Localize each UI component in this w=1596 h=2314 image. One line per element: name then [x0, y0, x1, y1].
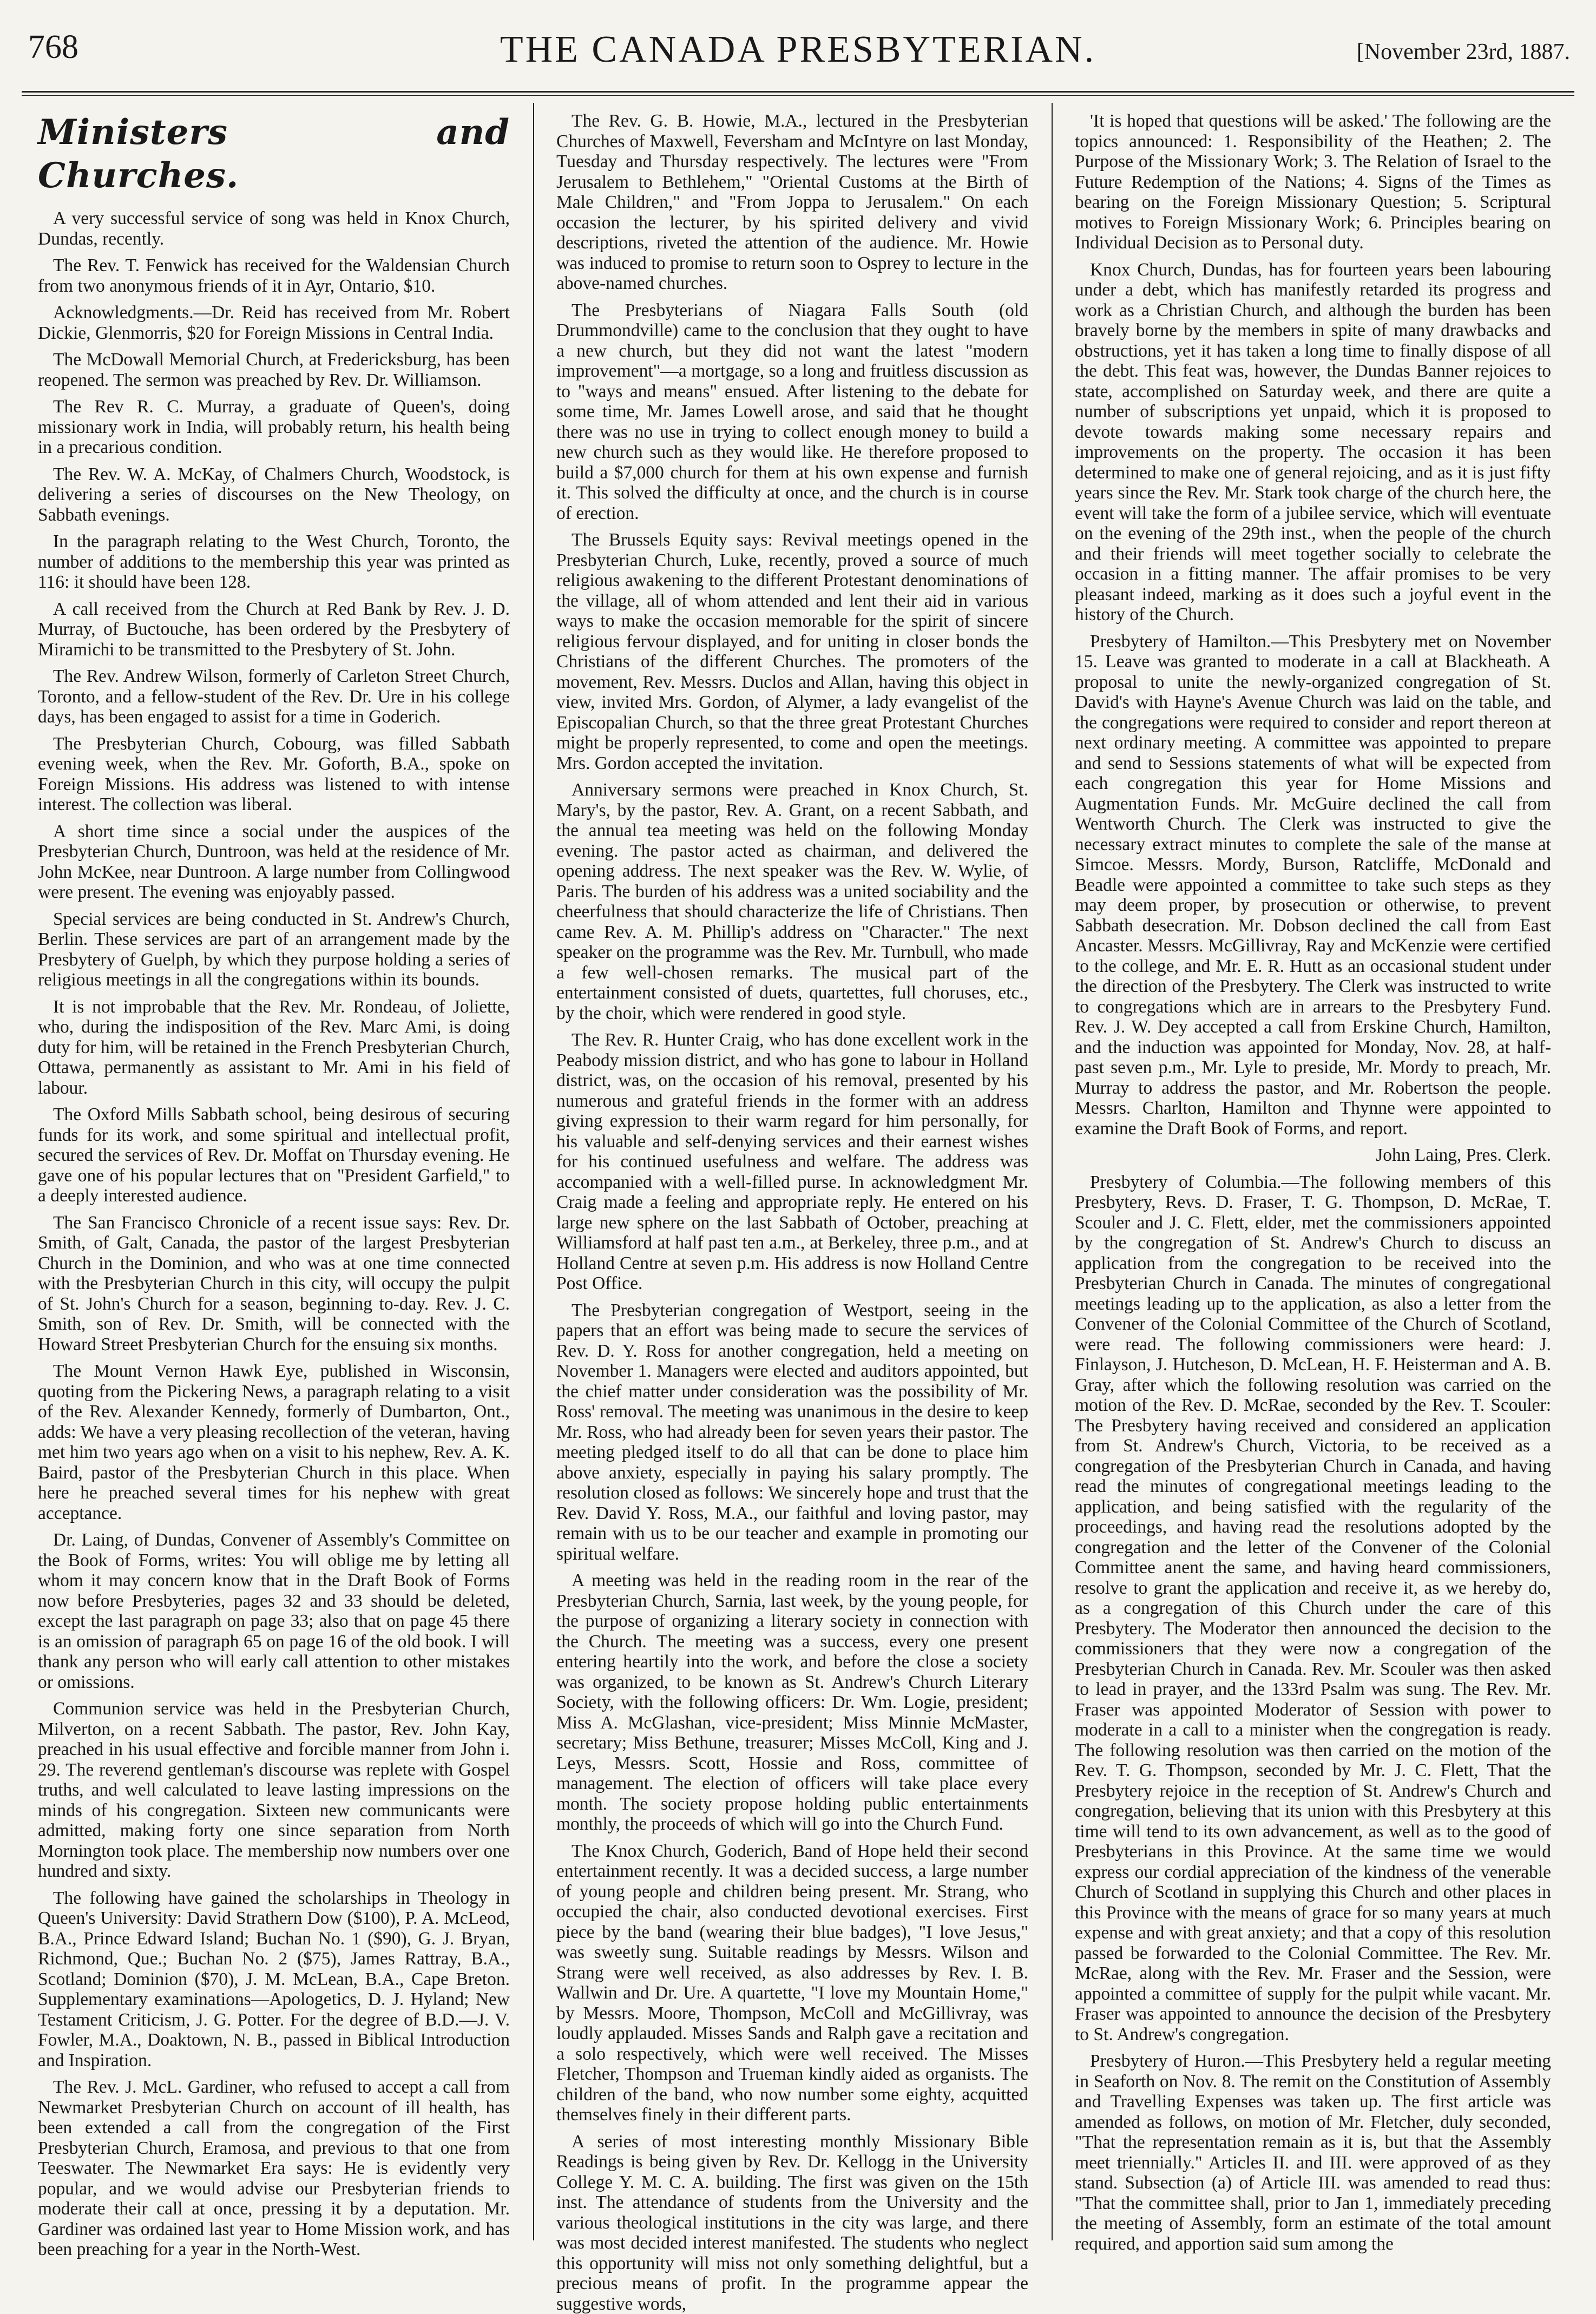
news-paragraph: A meeting was held in the reading room in the rear of the Presbyterian Church, Sarnia, last week, by the young people, for the purpose of organizing a literary society in connection with the Church. The meeting was a success, every one present entering heartily into the work, and before the close a society was organized, to be known as St. Andrew's Church Literary Society, with the following officers: Dr. Wm. Logie, president; Miss A. McGlashan, vice-president; Miss Minnie McMaster, secretary; Miss Bethune, treasurer; Misses McColl, King and J. Leys, Messrs. Scott, Hossie and Ross, committee of management. The election of officers will take place every month. The society propose holding public entertainments monthly, the proceeds of which will go into the Church Fund.	[556, 1570, 1028, 1835]
column-1-body	[38, 208, 510, 2260]
column-1	[38, 111, 510, 2243]
news-paragraph: A call received from the Church at Red Bank by Rev. J. D. Murray, of Buctouche, has been ordered by the Presbytery of Miramichi to be transmitted to the Presbytery of St. John.	[38, 599, 510, 660]
news-paragraph: John Laing, Pres. Clerk.	[1075, 1145, 1551, 1166]
news-paragraph: In the paragraph relating to the West Church, Toronto, the number of additions to the membership this year was printed as 116: it should have been 128.	[38, 531, 510, 593]
news-paragraph: Presbytery of Hamilton.—This Presbytery met on November 15. Leave was granted to moderate in a call at Blackheath. A proposal to unite the newly-organized congregation of St. David's with Hayne's Avenue Church was laid on the table, and the congregations were required to consider and report thereon at next ordinary meeting. A committee was appointed to prepare and send to Sessions statements of what will be expected from each congregation this year for Home Missions and Augmentation Funds. Mr. McGuire declined the call from Wentworth Church. The Clerk was instructed to give the necessary extract minutes to complete the sale of the manse at Simcoe. Messrs. Mordy, Burson, Ratcliffe, McDonald and Beadle were appointed a committee to take such steps as they may deem proper, by prosecution or otherwise, to prevent Sabbath desecration. Mr. Dobson declined the call from East Ancaster. Messrs. McGillivray, Ray and McKenzie were certified to the college, and Mr. E. R. Hutt as an occasional student under the direction of the Presbytery. The Clerk was instructed to write to congregations which are in arrears to the Presbytery Fund. Rev. J. W. Dey accepted a call from Erskine Church, Hamilton, and the induction was appointed for Monday, Nov. 28, at half-past seven p.m., Mr. Lyle to preside, Mr. Mordy to preach, Mr. Murray to address the pastor, and Mr. Robertson the people. Messrs. Charlton, Hamilton and Thynne were appointed to examine the Draft Book of Forms, and report.	[1075, 632, 1551, 1139]
header-rule-thin	[22, 95, 1574, 96]
column-2	[556, 111, 1028, 2243]
news-paragraph: The Rev. R. Hunter Craig, who has done excellent work in the Peabody mission district, and who has gone to labour in Holland district, was, on the occasion of his removal, presented by his numerous and grateful friends in the former with an address giving expression to their warm regard for him personally, for his valuable and self-denying services and their earnest wishes for his continued usefulness and welfare. The address was accompanied with a well-filled purse. In acknowledgment Mr. Craig made a feeling and appropriate reply. He entered on his large new sphere on the last Sabbath of October, preaching at Williamsford at half past ten a.m., at Berkeley, three p.m., and at Holland Centre at seven p.m. His address is now Holland Centre Post Office.	[556, 1030, 1028, 1294]
news-paragraph: Communion service was held in the Presbyterian Church, Milverton, on a recent Sabbath. The pastor, Rev. John Kay, preached in his usual effective and forcible manner from John i. 29. The reverend gentleman's discourse was replete with Gospel truths, and well calculated to leave lasting impressions on the minds of his congregation. Sixteen new communicants were admitted, making forty one since separation from North Mornington took place. The membership now numbers over one hundred and sixty.	[38, 1699, 510, 1882]
column-3-body	[1075, 111, 1551, 2254]
section-title: Ministers and Churches.	[38, 111, 510, 198]
news-paragraph: The Presbyterian Church, Cobourg, was filled Sabbath evening week, when the Rev. Mr. Goforth, B.A., spoke on Foreign Missions. His address was listened to with intense interest. The collection was liberal.	[38, 734, 510, 815]
header-rule	[22, 91, 1574, 93]
news-paragraph: Presbytery of Huron.—This Presbytery held a regular meeting in Seaforth on Nov. 8. The remit on the Constitution of Assembly and Travelling Expenses was taken up. The first article was amended as follows, on motion of Mr. Fletcher, duly seconded, "That the representation remain as it is, but that the Assembly meet triennially." Articles II. and III. were approved of as they stand. Subsection (a) of Article III. was amended to read thus: "That the committee shall, prior to Jan 1, immediately preceding the meeting of Assembly, form an estimate of the total amount required, and apportion said sum among the	[1075, 2051, 1551, 2254]
news-paragraph: Special services are being conducted in St. Andrew's Church, Berlin. These services are part of an arrangement made by the Presbytery of Guelph, by which they purpose holding a series of religious meetings in all the congregations within its bounds.	[38, 909, 510, 990]
news-paragraph: It is not improbable that the Rev. Mr. Rondeau, of Joliette, who, during the indisposition of the Rev. Marc Ami, is doing duty for him, will be retained in the French Presbyterian Church, Ottawa, permanently as assistant to Mr. Ami in his field of labour.	[38, 997, 510, 1099]
column-3	[1075, 111, 1551, 2243]
news-paragraph: Acknowledgments.—Dr. Reid has received from Mr. Robert Dickie, Glenmorris, $20 for Foreign Missions in Central India.	[38, 303, 510, 343]
paper-title: THE CANADA PRESBYTERIAN.	[0, 28, 1596, 82]
news-paragraph: A short time since a social under the auspices of the Presbyterian Church, Duntroon, was held at the residence of Mr. John McKee, near Duntroon. A large number from Collingwood were present. The evening was enjoyably passed.	[38, 821, 510, 903]
column-2-body	[556, 111, 1028, 2314]
news-paragraph: A very successful service of song was held in Knox Church, Dundas, recently.	[38, 208, 510, 249]
news-paragraph: Presbytery of Columbia.—The following members of this Presbytery, Revs. D. Fraser, T. G. Thompson, D. McRae, T. Scouler and J. C. Flett, elder, met the commissioners appointed by the congregation of St. Andrew's Church to discuss an application from the congregation to be received into the Presbyterian Church in Canada. The minutes of congregational meetings leading up to the application, as also a letter from the Convener of the Colonial Committee of the Church of Scotland, were read. The following commissioners were heard: J. Finlayson, J. Hutcheson, D. McLean, H. F. Heisterman and A. B. Gray, after which the following resolution was carried on the motion of the Rev. D. McRae, seconded by the Rev. T. Scouler: The Presbytery having received and considered an application from St. Andrew's Church, Victoria, to be received as a congregation of the Presbyterian Church in Canada, and having read the minutes of congregational meetings leading to the application, and being satisfied with the regularity of the proceedings, and having read the resolutions adopted by the congregation and the letter of the Convener of the Colonial Committee anent the same, and having heard commissioners, resolve to grant the application and receive it, as we hereby do, as a congregation of this Church under the care of this Presbytery. The Moderator then announced the decision to the commissioners that they were now a congregation of the Presbyterian Church in Canada. Rev. Mr. Scouler was then asked to lead in prayer, and the 133rd Psalm was sung. The Rev. Mr. Fraser was appointed Moderator of Session with power to moderate in a call to a minister when the congregation is ready. The following resolution was then carried on the motion of the Rev. T. G. Thompson, seconded by Mr. J. C. Flett, That the Presbytery rejoice in the reception of St. Andrew's Church and congregation, believing that its union with this Presbytery at this time will tend to its own advancement, as well as to the good of Presbyterians in this Province. At the same time we would express our cordial appreciation of the kindness of the venerable Church of Scotland in supplying this Church and other places in this Province with the means of grace for so many years at much expense and with great anxiety; and that a copy of this resolution passed be forwarded to the Colonial Committee. The Rev. Mr. McRae, along with the Rev. Mr. Fraser and the Session, were appointed a committee of supply for the pulpit while vacant. Mr. Fraser was appointed to announce the decision of the Presbytery to St. Andrew's congregation.	[1075, 1172, 1551, 2045]
news-paragraph: The Mount Vernon Hawk Eye, published in Wisconsin, quoting from the Pickering News, a paragraph relating to a visit of the Rev. Alexander Kennedy, formerly of Dumbarton, Ont., adds: We have a very pleasing recollection of the veteran, having met him two years ago when on a visit to his nephew, Rev. A. K. Baird, pastor of the Presbyterian Church in this place. When here he preached several times for his nephew with great acceptance.	[38, 1361, 510, 1523]
news-paragraph: The Oxford Mills Sabbath school, being desirous of securing funds for its work, and some spiritual and intellectual profit, secured the services of Rev. Dr. Moffat on Thursday evening. He gave one of his popular lectures that on "President Garfield," to a deeply interested audience.	[38, 1105, 510, 1206]
news-paragraph: The Rev. Andrew Wilson, formerly of Carleton Street Church, Toronto, and a fellow-student of the Rev. Dr. Ure in his college days, has been engaged to assist for a time in Goderich.	[38, 666, 510, 727]
news-paragraph: 'It is hoped that questions will be asked.' The following are the topics announced: 1. Responsibility of the Heathen; 2. The Purpose of the Missionary Work; 3. The Relation of Israel to the Future Redemption of the Nations; 4. Signs of the Times as bearing on the Foreign Missionary Question; 5. Scriptural motives to Foreign Missionary Work; 6. Principles bearing on Individual Decision as to Personal duty.	[1075, 111, 1551, 253]
news-paragraph: The following have gained the scholarships in Theology in Queen's University: David Strathern Dow ($100), P. A. McLeod, B.A., Prince Edward Island; Buchan No. 1 ($90), G. J. Bryan, Richmond, Que.; Buchan No. 2 ($75), James Rattray, B.A., Scotland; Dominion ($70), J. M. McLean, B.A., Cape Breton. Supplementary examinations—Apologetics, D. J. Hyland; New Testament Criticism, J. G. Potter. For the degree of B.D.—J. V. Fowler, M.A., Doaktown, N. B., passed in Biblical Introduction and Inspiration.	[38, 1888, 510, 2071]
news-paragraph: The Brussels Equity says: Revival meetings opened in the Presbyterian Church, Luke, recently, proved a source of much religious awakening to the different Protestant denominations of the village, all of whom attended and lent their aid in various ways to make the occasion memorable for the spirit of sincere religious fervour displayed, and for uniting in closer bonds the Christians of the different Churches. The promoters of the movement, Rev. Messrs. Duclos and Allan, having this object in view, invited Mrs. Gordon, of Alymer, a lady evangelist of the Episcopalian Church, so that the three great Protestant Churches might be properly represented, to come and open the meetings. Mrs. Gordon accepted the invitation.	[556, 530, 1028, 773]
news-paragraph: The Rev. T. Fenwick has received for the Waldensian Church from two anonymous friends of it in Ayr, Ontario, $10.	[38, 255, 510, 296]
news-paragraph: The San Francisco Chronicle of a recent issue says: Rev. Dr. Smith, of Galt, Canada, the pastor of the largest Presbyterian Church in the Dominion, and who was at one time connected with the Presbyterian Church in this city, will occupy the pulpit of St. John's Church for a season, beginning to-day. Rev. J. C. Smith, son of Rev. Dr. Smith, will be connected with the Howard Street Presbyterian Church for the ensuing six months.	[38, 1213, 510, 1355]
news-paragraph: Anniversary sermons were preached in Knox Church, St. Mary's, by the pastor, Rev. A. Grant, on a recent Sabbath, and the annual tea meeting was held on the following Monday evening. The pastor acted as chairman, and delivered the opening address. The next speaker was the Rev. W. Wylie, of Paris. The burden of his address was a united sociability and the cheerfulness that should characterize the life of Christians. Then came Rev. A. M. Phillip's address on "Character." The next speaker on the programme was the Rev. Mr. Turnbull, who made a few well-chosen remarks. The musical part of the entertainment consisted of duets, quartettes, full choruses, etc., by the choir, which were rendered in good style.	[556, 780, 1028, 1023]
page-number: 768	[28, 28, 78, 82]
news-paragraph: The Presbyterians of Niagara Falls South (old Drummondville) came to the conclusion that they ought to have a new church, but they did not want the latest "modern improvement"—a mortgage, so a long and fruitless discussion as to "ways and means" ensued. After listening to the debate for some time, Mr. James Lowell arose, and said that he thought there was no use in trying to collect enough money to build a new church such as they would like. He therefore proposed to build a $7,000 church for them at his own expense and furnish it. This solved the difficulty at once, and the church is in course of erection.	[556, 300, 1028, 524]
news-paragraph: The Presbyterian congregation of Westport, seeing in the papers that an effort was being made to secure the services of Rev. D. Y. Ross for another congregation, held a meeting on November 1. Managers were elected and auditors appointed, but the chief matter under consideration was the possibility of Mr. Ross' removal. The meeting was unanimous in the desire to keep Mr. Ross, who had already been for seven years their pastor. The meeting pledged itself to do all that can be done to place him above anxiety, especially in paying his salary promptly. The resolution closed as follows: We sincerely hope and trust that the Rev. David Y. Ross, M.A., our faithful and loving pastor, may remain with us to be our teacher and example in promoting our spiritual welfare.	[556, 1300, 1028, 1564]
news-paragraph: The McDowall Memorial Church, at Fredericksburg, has been reopened. The sermon was preached by Rev. Dr. Williamson.	[38, 350, 510, 390]
news-paragraph: A series of most interesting monthly Missionary Bible Readings is being given by Rev. Dr. Kellogg in the University College Y. M. C. A. building. The first was given on the 15th inst. The attendance of students from the University and the various theological institutions in the city was large, and there was most decided interest manifested. The students who neglect this opportunity will miss not only something delightful, but a precious means of profit. In the programme appear the suggestive words,	[556, 2132, 1028, 2314]
news-paragraph: Knox Church, Dundas, has for fourteen years been labouring under a debt, which has manifestly retarded its progress and work as a Christian Church, and although the burden has been bravely borne by the members in spite of many drawbacks and obstructions, yet it has taken a long time to finally dispose of all the debt. This feat was, however, the Dundas Banner rejoices to state, accomplished on Saturday week, and there are quite a number of subscriptions yet unpaid, which it is proposed to devote towards making some necessary repairs and improvements on the property. The occasion it has been determined to make one of general rejoicing, and as it is just fifty years since the Rev. Mr. Stark took charge of the church here, the event will take the form of a jubilee service, which will eventuate on the evening of the 29th inst., when the people of the church and their friends will meet together socially to celebrate the occasion in a fitting manner. The affair promises to be very pleasant indeed, marking as it does such a joyful event in the history of the Church.	[1075, 260, 1551, 625]
news-paragraph: Dr. Laing, of Dundas, Convener of Assembly's Committee on the Book of Forms, writes: You will oblige me by letting all whom it may concern know that in the Draft Book of Forms now before Presbyteries, pages 32 and 33 should be deleted, except the last paragraph on page 33; also that on page 45 there is an omission of paragraph 65 on page 16 of the old book. I will thank any person who will early call attention to other mistakes or omissions.	[38, 1530, 510, 1692]
news-paragraph: The Rev. W. A. McKay, of Chalmers Church, Woodstock, is delivering a series of discourses on the New Theology, on Sabbath evenings.	[38, 464, 510, 525]
news-paragraph: The Rev. J. McL. Gardiner, who refused to accept a call from Newmarket Presbyterian Church on account of ill health, has been extended a call from the congregation of the First Presbyterian Church, Eramosa, and previous to that one from Teeswater. The Newmarket Era says: He is evidently very popular, and we would advise our Presbyterian friends to moderate their call at once, pressing it by a deputation. Mr. Gardiner was ordained last year to Home Mission work, and has been preaching for a year in the North-West.	[38, 2077, 510, 2260]
news-paragraph: The Knox Church, Goderich, Band of Hope held their second entertainment recently. It was a decided success, a large number of young people and children being present. Mr. Strang, who occupied the chair, also conducted devotional exercises. First piece by the band (wearing their blue badges), "I love Jesus," was sweetly sung. Suitable readings by Messrs. Wilson and Strang were well received, as also addresses by Rev. I. B. Wallwin and Dr. Ure. A quartette, "I love my Mountain Home," by Messrs. Moore, Thompson, McColl and McGillivray, was loudly applauded. Misses Sands and Ralph gave a recitation and a solo respectively, which were well received. The Misses Fletcher, Thompson and Trueman kindly aided as organists. The children of the band, who now number some eighty, acquitted themselves finely in their different parts.	[556, 1841, 1028, 2125]
issue-date: [November 23rd, 1887.	[1357, 39, 1570, 93]
news-paragraph: The Rev. G. B. Howie, M.A., lectured in the Presbyterian Churches of Maxwell, Feversham and McIntyre on last Monday, Tuesday and Thursday respectively. The lectures were "From Jerusalem to Bethlehem," "Oriental Customs at the Birth of Male Children," and "From Joppa to Jerusalem." On each occasion the lecturer, by his spirited delivery and vivid descriptions, riveted the attention of the audience. Mr. Howie was induced to promise to return soon to Osprey to lecture in the above-named churches.	[556, 111, 1028, 294]
column-rule-1	[533, 103, 534, 2240]
column-rule-2	[1052, 103, 1053, 2240]
news-paragraph: The Rev R. C. Murray, a graduate of Queen's, doing missionary work in India, will probably return, his health being in a precarious condition.	[38, 397, 510, 458]
